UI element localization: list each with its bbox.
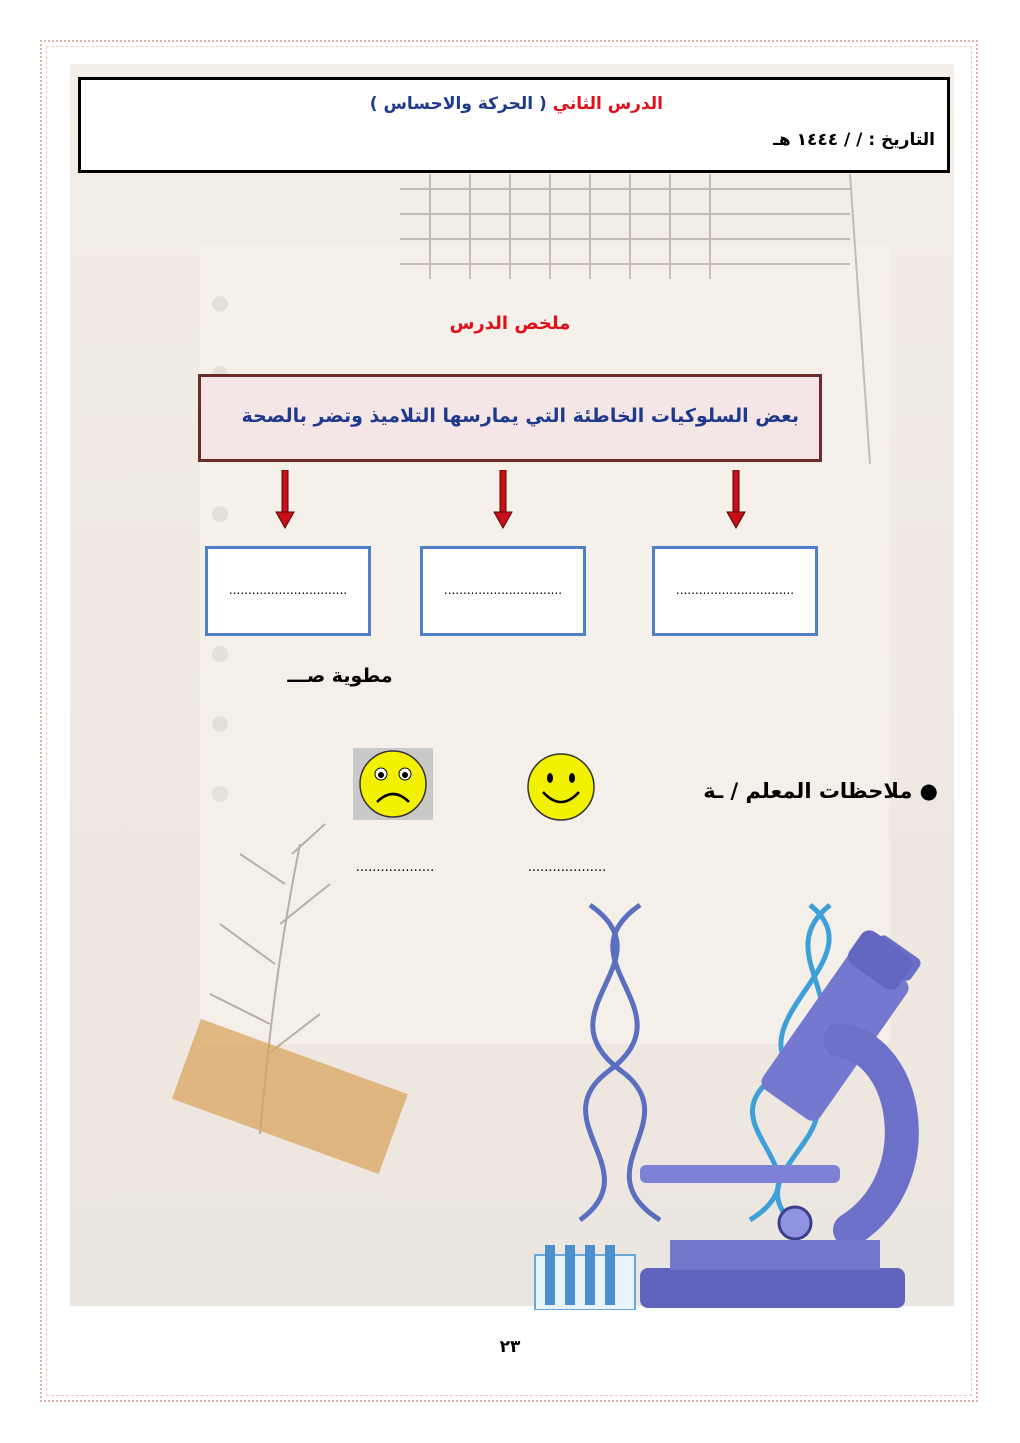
microscope-icon bbox=[640, 926, 923, 1308]
teacher-notes-text: ملاحظات المعلم / ـة bbox=[703, 779, 913, 803]
arrow-down-icon bbox=[275, 470, 295, 530]
smiley-face-icon[interactable] bbox=[526, 752, 596, 822]
folding-label: مطوية صـــ bbox=[287, 665, 393, 687]
header-box bbox=[78, 77, 950, 173]
arrow-down-icon bbox=[726, 470, 746, 530]
test-tubes-icon bbox=[535, 1245, 635, 1310]
bullet-icon: ● bbox=[919, 779, 938, 803]
lesson-label: الدرس الثاني bbox=[552, 94, 663, 114]
answer-box-2[interactable] bbox=[420, 546, 586, 636]
summary-title: ملخص الدرس bbox=[449, 313, 571, 334]
date-line: التاريخ : / / ١٤٤٤ هـ bbox=[773, 130, 935, 150]
main-concept-box bbox=[198, 374, 822, 462]
lesson-topic: ( الحركة والاحساس ) bbox=[369, 94, 547, 114]
answer-dots: ............................... bbox=[443, 583, 563, 597]
answer-dots: ............................... bbox=[228, 583, 348, 597]
sad-answer-dots: ................... bbox=[355, 860, 435, 875]
answer-box-3[interactable] bbox=[205, 546, 371, 636]
science-illustration bbox=[530, 900, 950, 1310]
arrow-down-icon bbox=[493, 470, 513, 530]
main-concept-text: بعض السلوكيات الخاطئة التي يمارسها التلاميذ وتضر بالصحة bbox=[241, 405, 799, 427]
smiley-answer-dots: ................... bbox=[527, 860, 607, 875]
lesson-title bbox=[370, 94, 663, 114]
sad-face-icon[interactable] bbox=[353, 748, 433, 820]
answer-dots: ............................... bbox=[675, 583, 795, 597]
answer-box-1[interactable] bbox=[652, 546, 818, 636]
teacher-notes-label bbox=[668, 779, 938, 803]
page-number: ٢٣ bbox=[499, 1337, 521, 1357]
